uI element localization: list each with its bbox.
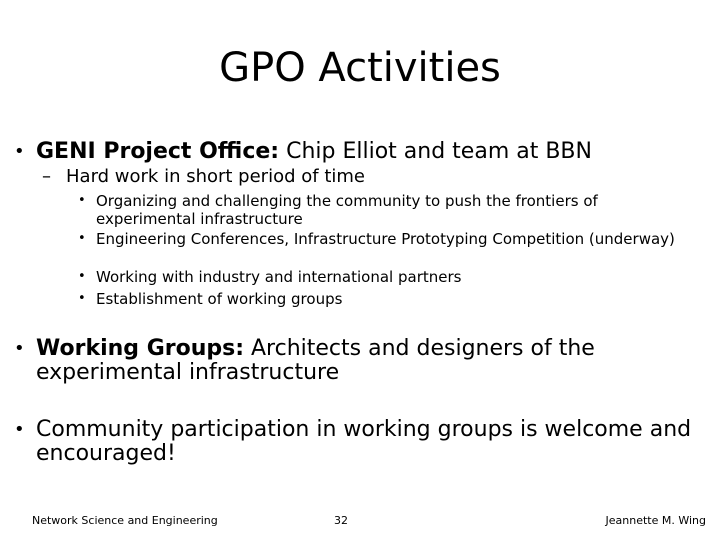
slide-title: GPO Activities	[219, 45, 501, 91]
sub-item-text: Working with industry and international partners	[96, 268, 462, 286]
sub-item-text: Engineering Conferences, Infrastructure Prototyping Competition (underway)	[96, 230, 675, 248]
bullet-community-participation	[14, 417, 696, 466]
footer-left: Network Science and Engineering	[32, 514, 218, 527]
sub-item-working-groups	[78, 290, 686, 308]
dash-icon: –	[42, 166, 51, 187]
page-number: 32	[334, 514, 348, 527]
bullet-text: Chip Elliot and team at BBN	[279, 139, 592, 164]
bullet-dot-icon: •	[78, 193, 86, 208]
bullet-label: Working Groups:	[36, 336, 245, 361]
sub-item-organizing	[78, 192, 686, 228]
sub-item-industry-partners	[78, 268, 686, 286]
sub-bullet-hard-work	[42, 166, 365, 187]
sub-bullet-text: Hard work in short period of time	[66, 166, 365, 187]
bullet-working-groups	[14, 336, 636, 385]
bullet-dot-icon: •	[14, 419, 25, 440]
bullet-label: GENI Project Office:	[36, 139, 280, 164]
bullet-dot-icon: •	[78, 269, 86, 284]
sub-item-text: Organizing and challenging the community to push the frontiers of experimental infrastructure	[96, 192, 598, 228]
bullet-dot-icon: •	[78, 231, 86, 246]
bullet-dot-icon: •	[14, 141, 25, 162]
bullet-dot-icon: •	[78, 291, 86, 306]
bullet-text: Architects and designers of the experimental infrastructure	[36, 336, 595, 385]
bullet-text: Community participation in working groups is welcome and encouraged!	[36, 417, 692, 466]
sub-item-text: Establishment of working groups	[96, 290, 343, 308]
sub-item-engineering-conferences	[78, 230, 686, 248]
bullet-dot-icon: •	[14, 338, 25, 359]
bullet-geni-project-office	[14, 139, 676, 164]
footer-author: Jeannette M. Wing	[605, 514, 706, 527]
